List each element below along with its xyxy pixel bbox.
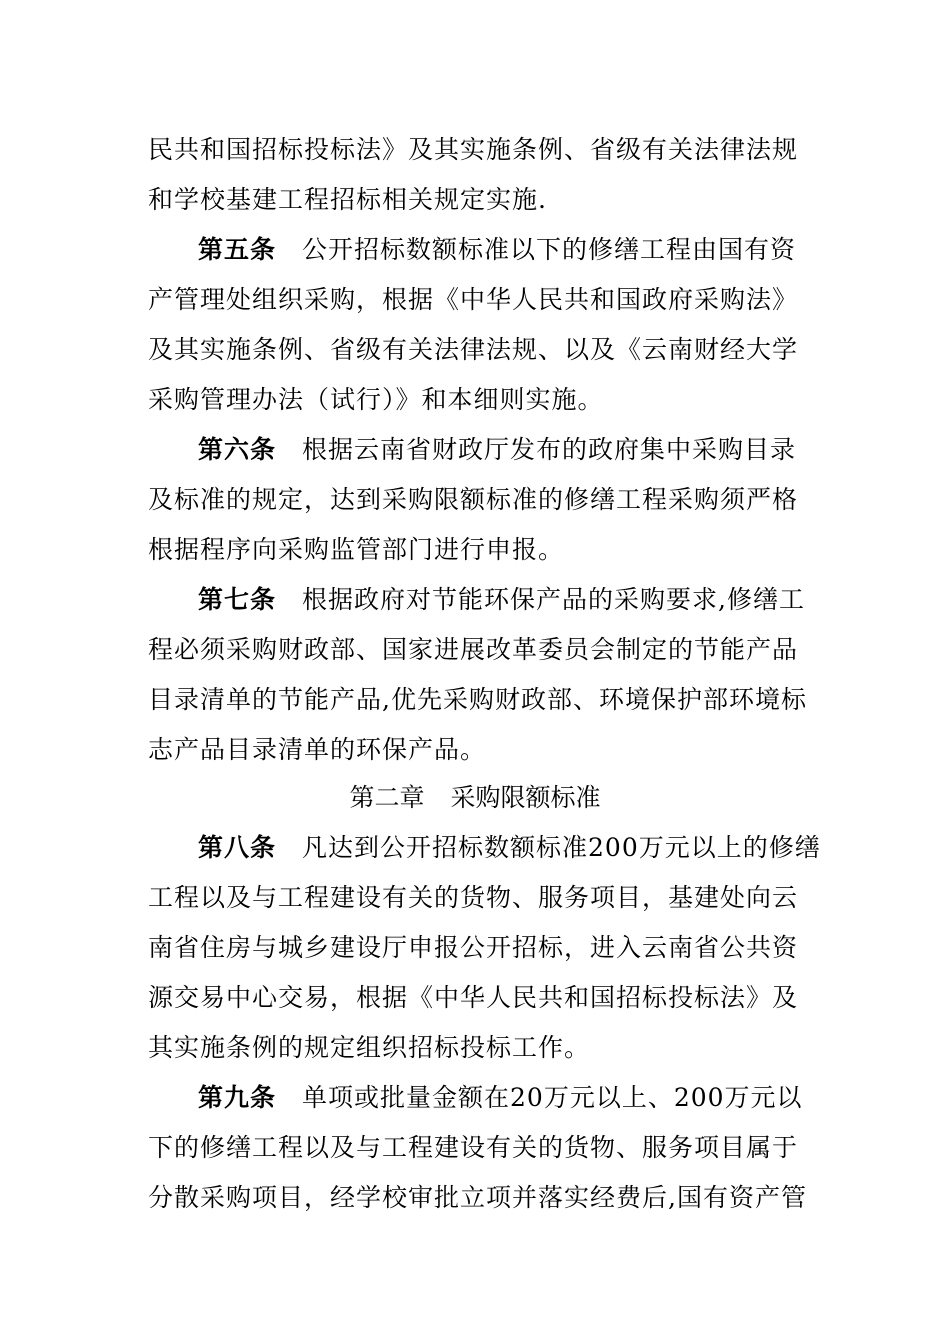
paragraph-line: 目录清单的节能产品,优先采购财政部、环境保护部环境标 (148, 685, 807, 714)
paragraph-line: 分散采购项目，经学校审批立项并落实经费后,国有资产管 (148, 1183, 807, 1212)
paragraph-line: 采购管理办法（试行）》和本细则实施。 (148, 385, 604, 414)
paragraph-line: 工程以及与工程建设有关的货物、服务项目，基建处向云 (148, 883, 799, 912)
chapter-heading (0, 782, 950, 814)
paragraph-line: 民共和国招标投标法》及其实施条例、省级有关法律法规 (148, 135, 799, 164)
paragraph-line: 和学校基建工程招标相关规定实施. (148, 185, 547, 214)
paragraph-text: 公开招标数额标准以下的修缮工程由国有资 (302, 235, 797, 264)
paragraph-text: 单项或批量金额在20万元以上、200万元以 (302, 1083, 803, 1112)
paragraph-text: 凡达到公开招标数额标准200万元以上的修缮 (302, 833, 821, 862)
paragraph-line: 源交易中心交易，根据《中华人民共和国招标投标法》及 (148, 983, 799, 1012)
paragraph-text: 根据政府对节能环保产品的采购要求,修缮工 (302, 585, 805, 614)
paragraph-line: 下的修缮工程以及与工程建设有关的货物、服务项目属于 (148, 1133, 799, 1162)
chapter-title: 采购限额标准 (450, 783, 601, 812)
paragraph-line: 志产品目录清单的环保产品。 (148, 735, 487, 764)
article-6-first-line (198, 434, 878, 466)
article-label: 第七条 (198, 585, 277, 614)
paragraph-line: 其实施条例的规定组织招标投标工作。 (148, 1033, 591, 1062)
article-7-first-line (198, 584, 878, 616)
paragraph-line: 产管理处组织采购，根据《中华人民共和国政府采购法》 (148, 285, 799, 314)
article-label: 第六条 (198, 435, 277, 464)
article-label: 第五条 (198, 235, 277, 264)
article-8-first-line (198, 832, 878, 864)
paragraph-line: 根据程序向采购监管部门进行申报。 (148, 535, 565, 564)
article-9-first-line (198, 1082, 878, 1114)
article-5-first-line (198, 234, 878, 266)
article-label: 第九条 (198, 1083, 277, 1112)
paragraph-line: 及标准的规定，达到采购限额标准的修缮工程采购须严格 (148, 485, 799, 514)
article-label: 第八条 (198, 833, 277, 862)
paragraph-line: 南省住房与城乡建设厅申报公开招标，进入云南省公共资 (148, 933, 799, 962)
paragraph-line: 及其实施条例、省级有关法律法规、以及《云南财经大学 (148, 335, 799, 364)
paragraph-text: 根据云南省财政厅发布的政府集中采购目录 (302, 435, 797, 464)
paragraph-line: 程必须采购财政部、国家进展改革委员会制定的节能产品 (148, 635, 799, 664)
chapter-number: 第二章 (349, 783, 425, 812)
